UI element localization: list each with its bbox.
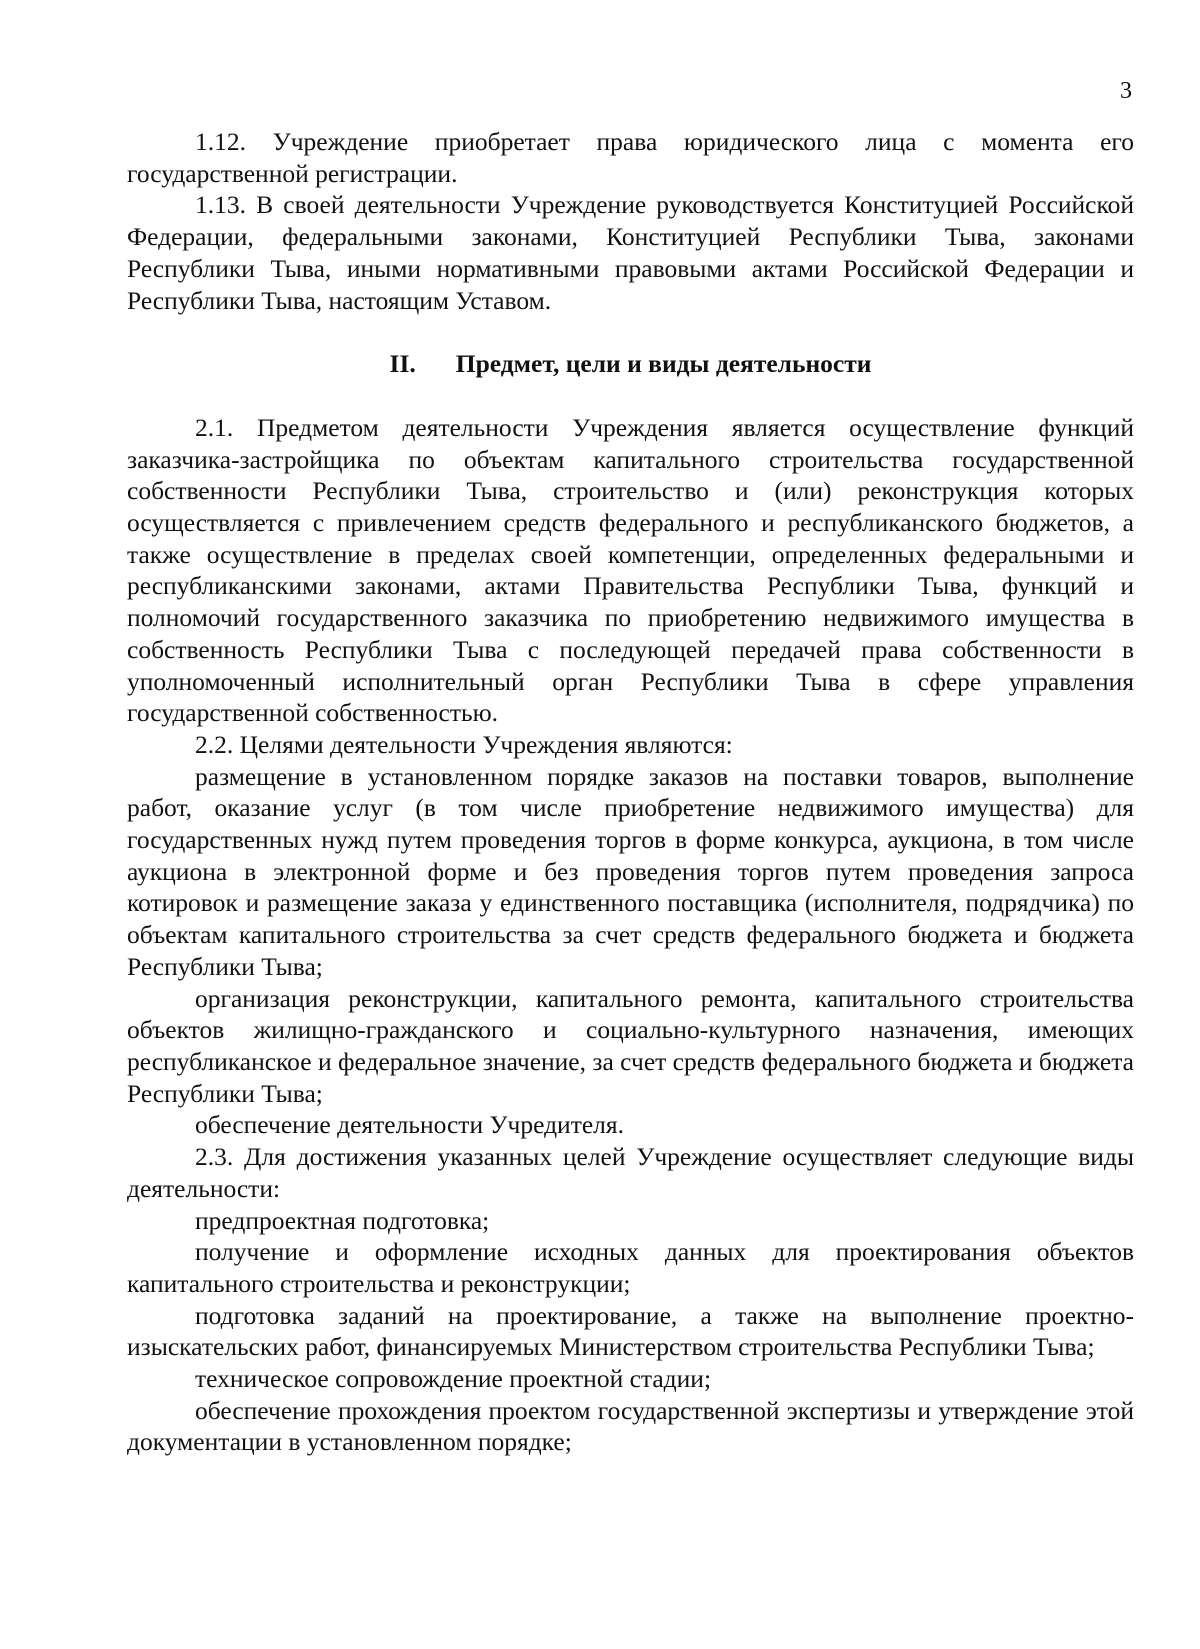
document-body xyxy=(127,126,1134,1458)
list-item-activity: подготовка заданий на проектирование, а также на выполнение проектно-изыскательских работ, финансируемых Министерством строительства Республики Тыва; xyxy=(127,1300,1134,1362)
paragraph-2-1: 2.1. Предметом деятельности Учреждения является осуществление функций заказчика-застройщика по объектам капитального строительства государственной собственности Республики Тыва, строительство и (или) реконструкция которых осуществляется с привлечением средств федерального и республиканского бюджетов, а также осуществление в пределах своей компетенции, определенных федеральными и республиканскими законами, актами Правительства Республики Тыва, функций и полномочий государственного заказчика по приобретению недвижимого имущества в собственность Республики Тыва с последующей передачей права собственности в уполномоченный исполнительный орган Республики Тыва в сфере управления государственной собственностью. xyxy=(127,412,1134,728)
list-item-goal: обеспечение деятельности Учредителя. xyxy=(195,1110,624,1140)
list-item-activity: обеспечение прохождения проектом государственной экспертизы и утверждение этой документации в установленном порядке; xyxy=(127,1395,1134,1457)
page-number: 3 xyxy=(1120,78,1132,104)
list-item-activity: техническое сопровождение проектной стадии; xyxy=(195,1364,712,1394)
paragraph-2-2: 2.2. Целями деятельности Учреждения являются: xyxy=(195,729,733,759)
paragraph-1-12: 1.12. Учреждение приобретает права юридического лица с момента его государственной регистрации. xyxy=(127,127,1134,188)
list-item-goal: размещение в установленном порядке заказов на поставки товаров, выполнение работ, оказание услуг (в том числе приобретение недвижимого имущества) для государственных нужд путем проведения торгов в форме конкурса, аукциона, в том числе аукциона в электронной форме и без проведения торгов путем проведения запроса котировок и размещение заказа у единственного поставщика (исполнителя, подрядчика) по объектам капитального строительства за счет средств федерального бюджета и бюджета Республики Тыва; xyxy=(127,761,1134,981)
list-item-goal: организация реконструкции, капитального ремонта, капитального строительства объектов жилищно-гражданского и социально-культурного назначения, имеющих республиканское и федеральное значение, за счет средств федерального бюджета и бюджета Республики Тыва; xyxy=(127,983,1134,1108)
list-item-activity: предпроектная подготовка; xyxy=(195,1205,490,1235)
paragraph-2-3: 2.3. Для достижения указанных целей Учреждение осуществляет следующие виды деятельности: xyxy=(127,1142,1134,1203)
section-heading xyxy=(127,348,1134,380)
list-item-activity: получение и оформление исходных данных для проектирования объектов капитального строительства и реконструкции; xyxy=(127,1237,1134,1298)
section-number: II. xyxy=(389,349,416,379)
section-title: Предмет, цели и виды деятельности xyxy=(455,349,872,379)
paragraph-1-13: 1.13. В своей деятельности Учреждение руководствуется Конституцией Российской Федерации, федеральными законами, Конституцией Республики Тыва, законами Республики Тыва, иными нормативными правовыми актами Российской Федерации и Республики Тыва, настоящим Уставом. xyxy=(127,190,1134,315)
